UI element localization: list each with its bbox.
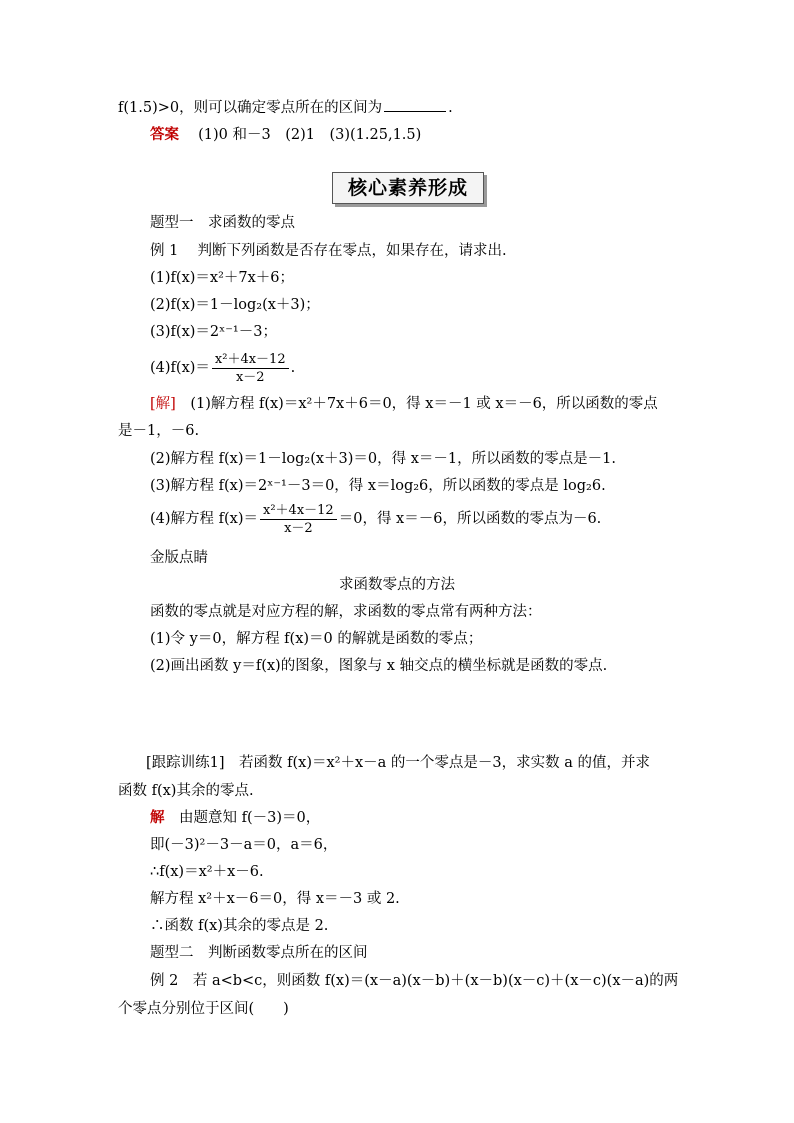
item4-denominator: x－2 [235,369,265,385]
training-solution-line-1 [150,808,320,828]
example1-text: 判断下列函数是否存在零点，如果存在，请求出. [197,243,507,259]
type2-heading: 题型二 判断函数零点所在的区间 [150,945,368,961]
section-banner-title: 核心素养形成 [347,177,468,199]
example1-item-2: (2)f(x)＝1－log₂(x＋3)； [150,297,320,313]
training-line-2: 函数 f(x)其余的零点. [118,783,254,799]
solution-line-1 [150,394,658,414]
training-solution-label: 解 [150,809,165,826]
example2-line-2: 个零点分别位于区间( ) [118,1001,289,1017]
solution-4-prefix: (4)解方程 f(x)＝ [150,511,259,527]
item4-end: . [290,360,296,376]
type1-heading: 题型一 求函数的零点 [150,215,295,231]
training-line-1: [跟踪训练1] 若函数 f(x)＝x²＋x－a 的一个零点是－3，求实数 a 的值，并求 [146,755,651,771]
solution-line-4 [150,499,601,539]
training-solution-line-3: ∴f(x)＝x²＋x－6. [150,864,264,880]
solution-line-1b: 是－1，－6. [118,423,200,439]
question-end-text: f(1.5)>0，则可以确定零点所在的区间为 [118,100,383,116]
item4-fraction [212,351,289,386]
solution-4-suffix: ＝0，得 x＝－6，所以函数的零点为－6. [338,511,602,527]
solution-text-1: (1)解方程 f(x)＝x²＋7x＋6＝0，得 x＝－1 或 x＝－6，所以函数的零点 [190,396,658,412]
training-solution-text-1: 由题意知 f(－3)＝0， [179,810,321,826]
training-solution-line-4: 解方程 x²＋x－6＝0，得 x＝－3 或 2. [150,891,400,907]
answer-line [150,125,421,145]
notes-intro: 函数的零点就是对应方程的解，求函数的零点常有两种方法： [150,604,542,620]
question-end-period: . [448,100,453,116]
notes-method-1: (1)令 y＝0，解方程 f(x)＝0 的解就是函数的零点； [150,631,483,647]
example1-line [150,241,507,261]
notes-method-2: (2)画出函数 y＝f(x)的图象，图象与 x 轴交点的横坐标就是函数的零点. [150,658,608,674]
answer-label: 答案 [150,126,179,143]
section-banner [332,172,484,204]
example1-item-3: (3)f(x)＝2ˣ⁻¹－3； [150,324,277,340]
solution-4-numerator: x²＋4x－12 [260,502,337,520]
example2-line-1: 例 2 若 a<b<c，则函数 f(x)＝(x－a)(x－b)＋(x－b)(x－c)＋(x－c)(x－a)的两 [150,973,679,989]
example1-item-1: (1)f(x)＝x²＋7x＋6； [150,270,295,286]
solution-4-fraction [260,502,337,537]
notes-title: 求函数零点的方法 [339,577,455,593]
solution-label: [解] [150,396,176,412]
example1-label: 例 1 [150,243,179,259]
training-solution-line-2: 即(－3)²－3－a＝0，a＝6， [150,837,338,853]
solution-4-denominator: x－2 [284,520,313,536]
answer-text: (1)0 和－3 (2)1 (3)(1.25,1.5) [198,127,422,143]
example1-item-4 [150,348,295,388]
notes-label: 金版点睛 [150,550,208,566]
item4-numerator: x²＋4x－12 [212,351,289,369]
question-end-line [118,97,453,118]
answer-blank [384,97,446,112]
solution-line-3: (3)解方程 f(x)＝2ˣ⁻¹－3＝0，得 x＝log₂6，所以函数的零点是 log₂6. [150,478,606,494]
solution-line-2: (2)解方程 f(x)＝1－log₂(x＋3)＝0，得 x＝－1，所以函数的零点是－1. [150,451,616,467]
item4-prefix: (4)f(x)＝ [150,360,210,376]
training-solution-line-5: ∴函数 f(x)其余的零点是 2. [150,918,329,934]
